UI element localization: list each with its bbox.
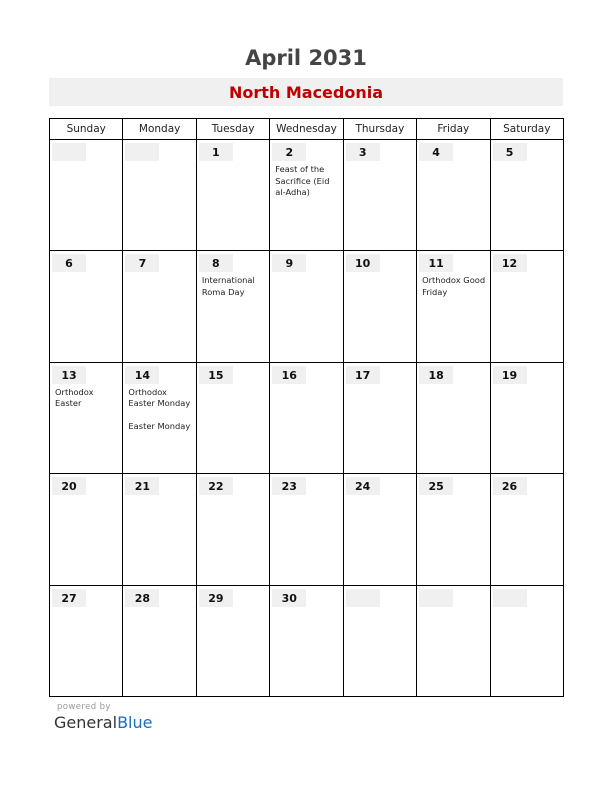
empty-day-marker	[52, 143, 86, 161]
week-row	[50, 362, 564, 473]
day-cell	[490, 362, 563, 473]
logo-text-general: General	[54, 713, 118, 732]
week-row	[50, 251, 564, 362]
day-cell	[270, 474, 343, 585]
day-cell	[343, 251, 416, 362]
day-number: 21	[125, 477, 159, 495]
day-number: 19	[493, 366, 527, 384]
day-cell	[343, 474, 416, 585]
weekday-thursday: Thursday	[343, 119, 416, 140]
day-number: 4	[419, 143, 453, 161]
week-row	[50, 585, 564, 696]
day-cell	[50, 251, 123, 362]
day-number: 23	[272, 477, 306, 495]
weekday-tuesday: Tuesday	[196, 119, 269, 140]
weekday-monday: Monday	[123, 119, 196, 140]
weekday-friday: Friday	[417, 119, 490, 140]
generalblue-logo[interactable]	[54, 713, 152, 732]
day-cell	[417, 474, 490, 585]
day-cell	[196, 474, 269, 585]
calendar-grid	[49, 118, 564, 697]
day-number: 9	[272, 254, 306, 272]
day-number: 2	[272, 143, 306, 161]
day-cell	[123, 362, 196, 473]
day-number: 29	[199, 589, 233, 607]
day-number: 24	[346, 477, 380, 495]
day-number: 6	[52, 254, 86, 272]
day-cell	[50, 140, 123, 251]
holiday-label: Feast of the Sacrifice (Eid al-Adha)	[275, 164, 330, 197]
empty-day-marker	[493, 589, 527, 607]
day-number: 8	[199, 254, 233, 272]
day-cell	[490, 251, 563, 362]
day-number: 22	[199, 477, 233, 495]
day-cell	[343, 362, 416, 473]
day-cell	[417, 140, 490, 251]
day-number: 5	[493, 143, 527, 161]
day-number: 18	[419, 366, 453, 384]
day-cell	[270, 251, 343, 362]
day-cell	[490, 140, 563, 251]
day-cell	[123, 140, 196, 251]
day-cell	[343, 140, 416, 251]
day-number: 25	[419, 477, 453, 495]
day-number: 13	[52, 366, 86, 384]
day-number: 30	[272, 589, 306, 607]
holiday-label: International Roma Day	[201, 275, 255, 297]
day-cell	[417, 362, 490, 473]
day-cell	[50, 474, 123, 585]
day-cell	[270, 362, 343, 473]
day-number: 16	[272, 366, 306, 384]
weekday-sunday: Sunday	[50, 119, 123, 140]
day-number: 7	[125, 254, 159, 272]
holiday-label: Easter Monday	[128, 420, 191, 431]
holiday-label: Orthodox Easter Monday	[128, 386, 191, 409]
day-cell	[196, 140, 269, 251]
day-number: 26	[493, 477, 527, 495]
day-number: 14	[125, 366, 159, 384]
week-row	[50, 140, 564, 251]
day-cell	[123, 251, 196, 362]
day-cell	[196, 585, 269, 696]
day-cell	[123, 585, 196, 696]
day-number: 27	[52, 589, 86, 607]
powered-by-label: powered by	[57, 702, 111, 712]
logo-text-blue: Blue	[117, 713, 153, 732]
day-number: 12	[493, 254, 527, 272]
day-number: 28	[125, 589, 159, 607]
empty-day-marker	[346, 589, 380, 607]
calendar-title: April 2031	[245, 46, 367, 70]
holiday-label: Orthodox Easter	[55, 386, 94, 409]
day-number: 10	[346, 254, 380, 272]
day-cell	[417, 585, 490, 696]
weekday-header-row	[50, 119, 564, 140]
country-banner	[49, 78, 563, 106]
week-row	[50, 474, 564, 585]
day-cell	[490, 474, 563, 585]
day-number: 15	[199, 366, 233, 384]
weekday-wednesday: Wednesday	[270, 119, 343, 140]
country-name: North Macedonia	[228, 83, 384, 102]
day-cell	[196, 362, 269, 473]
day-number: 1	[199, 143, 233, 161]
empty-day-marker	[125, 143, 159, 161]
day-cell	[490, 585, 563, 696]
day-cell	[50, 585, 123, 696]
day-cell	[417, 251, 490, 362]
day-number: 3	[346, 143, 380, 161]
weekday-saturday: Saturday	[490, 119, 563, 140]
day-number: 11	[419, 254, 453, 272]
empty-day-marker	[419, 589, 453, 607]
day-cell	[343, 585, 416, 696]
day-number: 17	[346, 366, 380, 384]
day-cell	[270, 140, 343, 251]
day-number: 20	[52, 477, 86, 495]
day-cell	[123, 474, 196, 585]
day-cell	[196, 251, 269, 362]
holiday-label: Orthodox Good Friday	[422, 275, 486, 297]
day-cell	[270, 585, 343, 696]
day-cell	[50, 362, 123, 473]
